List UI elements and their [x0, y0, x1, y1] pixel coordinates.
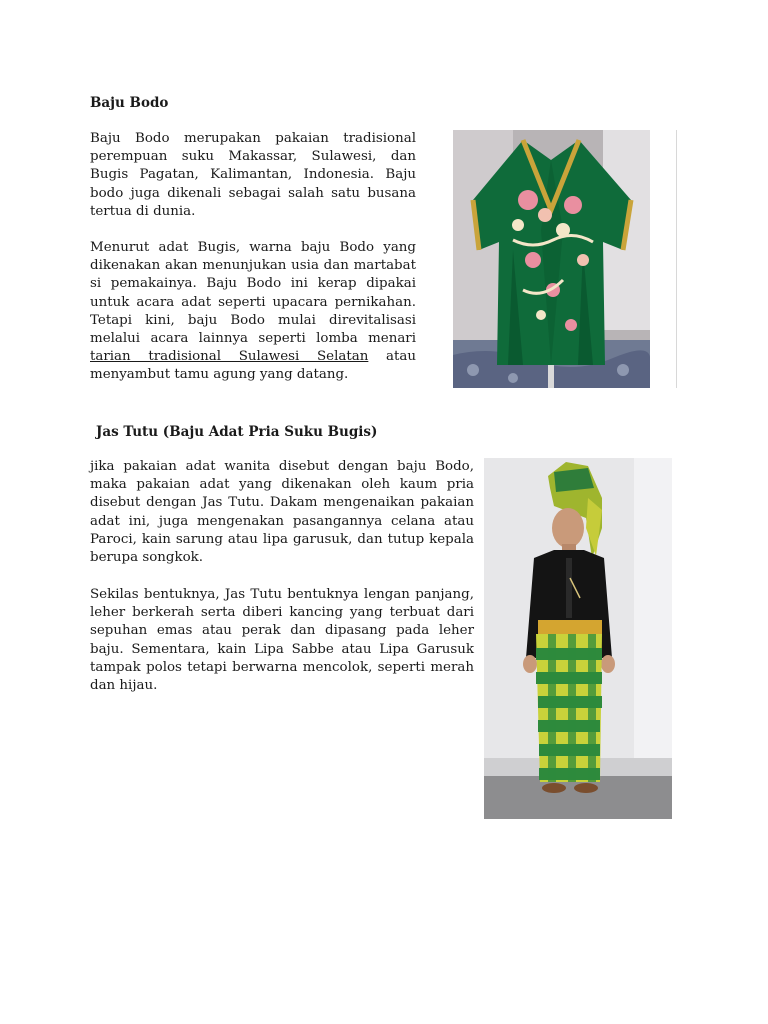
photo1-edge-line: [676, 130, 677, 388]
baju-bodo-paragraph-1: Baju Bodo merupakan pakaian tradisional perempuan suku Makassar, Sulawesi, dan Bugis Pagatan, Kalimantan, Indonesia. Baju bodo juga dikenali sebagai salah satu busana tertua di dunia.: [90, 131, 416, 219]
baju-bodo-paragraph-2-text-b: atau menyambut tamu agung yang datang.: [90, 349, 417, 383]
jas-tutu-paragraph-2: Sekilas bentuknya, Jas Tutu bentuknya lengan panjang, leher berkerah serta diberi kancing yang terbuat dari sepuhan emas atau perak dan dipasang pada leher baju. Sementara, kain Lipa Sabbe atau Lipa Garusuk tampak polos tetapi berwarna mencolok, seperti merah dan hijau.: [90, 587, 474, 694]
baju-bodo-paragraph-2: [90, 239, 416, 385]
section-heading-jas-tutu: Jas Tutu (Baju Adat Pria Suku Bugis): [96, 424, 378, 440]
baju-bodo-photo: [453, 130, 650, 388]
tarian-tradisional-link[interactable]: tarian tradisional Sulawesi Selatan: [90, 349, 369, 365]
section-heading-baju-bodo: Baju Bodo: [90, 95, 169, 111]
baju-bodo-paragraph-2-text-a: Menurut adat Bugis, warna baju Bodo yang dikenakan akan menunjukan usia dan martabat si pemakainya. Baju Bodo ini kerap dipakai untuk acara adat seperti upacara pernikahan. Tetapi kini, baju Bodo mulai direvitalisasi melalui acara lainnya seperti lomba menari: [90, 240, 416, 347]
jas-tutu-photo: [484, 458, 672, 819]
jas-tutu-paragraph-1: jika pakaian adat wanita disebut dengan baju Bodo, maka pakaian adat yang dikenakan oleh kaum pria disebut dengan Jas Tutu. Dakam mengenaikan pakaian adat ini, juga mengenakan pasangannya celana atau Paroci, kain sarung atau lipa garusuk, dan tutup kepala berupa songkok.: [90, 459, 474, 566]
